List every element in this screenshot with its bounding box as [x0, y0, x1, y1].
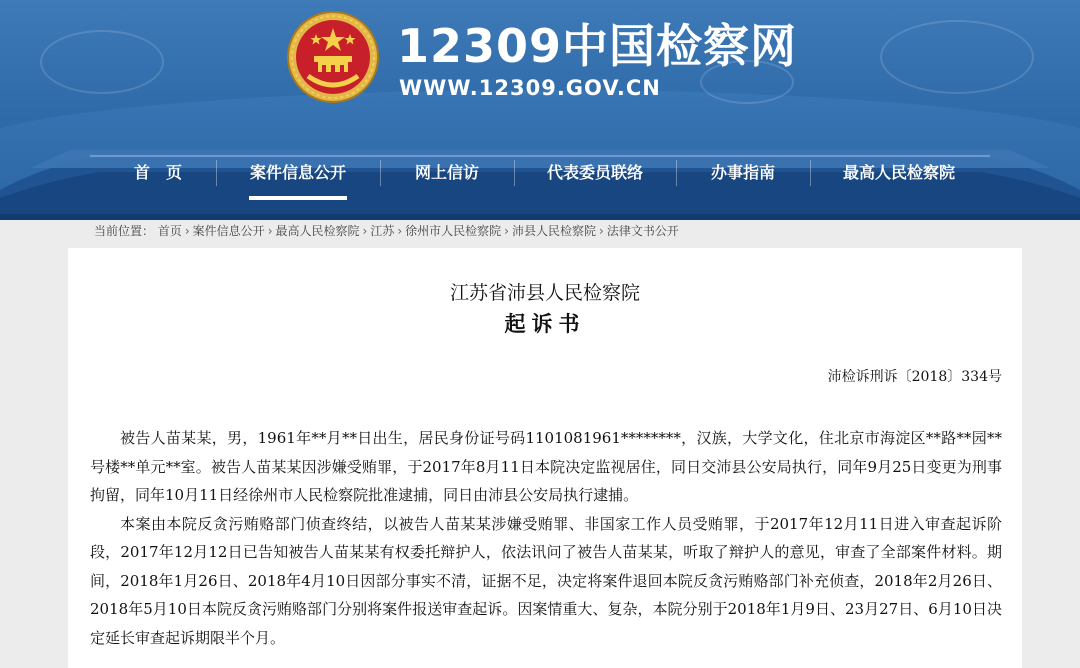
- breadcrumb-prefix: 当前位置：: [94, 224, 155, 238]
- breadcrumb-item-legal-docs[interactable]: 法律文书公开: [606, 224, 679, 238]
- site-url[interactable]: WWW.12309.GOV.CN: [399, 76, 661, 100]
- breadcrumb-separator: ›: [504, 224, 509, 238]
- nav-home[interactable]: 首 页: [133, 163, 182, 182]
- nav-separator: [216, 160, 217, 186]
- nav-separator: [676, 160, 677, 186]
- breadcrumb-separator: ›: [267, 224, 273, 238]
- breadcrumb-item-peixian[interactable]: 沛县人民检察院: [511, 224, 596, 238]
- breadcrumb-item-supreme[interactable]: 最高人民检察院: [275, 224, 360, 238]
- document-body: [90, 424, 1002, 652]
- breadcrumb-item-home[interactable]: 首页: [157, 224, 182, 238]
- cloud-decoration: [40, 30, 164, 94]
- nav-separator: [380, 160, 381, 186]
- breadcrumb: [94, 220, 679, 242]
- breadcrumb-separator: ›: [184, 224, 190, 238]
- breadcrumb-separator: ›: [599, 224, 604, 238]
- nav-case-info[interactable]: 案件信息公开: [249, 150, 347, 196]
- document-number: 沛检诉刑诉〔2018〕334号: [827, 369, 1002, 385]
- document-org: 江苏省沛县人民检察院: [449, 282, 640, 304]
- breadcrumb-item-case-info[interactable]: 案件信息公开: [192, 224, 265, 238]
- site-title[interactable]: 12309中国检察网: [397, 19, 798, 73]
- main-nav: [0, 150, 1080, 196]
- nav-separator: [810, 160, 811, 186]
- breadcrumb-item-jiangsu[interactable]: 江苏: [370, 224, 395, 238]
- document-title: 起诉书: [504, 311, 586, 336]
- procuratorate-emblem-icon[interactable]: [286, 10, 380, 104]
- nav-delegate-liaison[interactable]: 代表委员联络: [546, 163, 643, 182]
- breadcrumb-item-xuzhou[interactable]: 徐州市人民检察院: [405, 224, 502, 238]
- breadcrumb-separator: ›: [362, 224, 368, 238]
- document-panel: [68, 248, 1022, 668]
- document-paragraph: 被告人苗某某，男，1961年**月**日出生，居民身份证号码1101081961********，汉族，大学文化，住北京市海淀区**路**园**号楼**单元**室。被告人苗某某因涉嫌受贿罪，于2017年8月11日本院决定监视居住，同日交沛县公安局执行，同年9月25日变更为刑事拘留，同年10月11日经徐州市人民检察院批准逮捕，同日由沛县公安局执行逮捕。: [90, 429, 1002, 504]
- nav-online-petition[interactable]: 网上信访: [414, 163, 479, 182]
- nav-service-guide[interactable]: 办事指南: [710, 163, 775, 182]
- nav-supreme-procuratorate[interactable]: 最高人民检察院: [842, 163, 955, 182]
- document-paragraph: 本案由本院反贪污贿赂部门侦查终结，以被告人苗某某涉嫌受贿罪、非国家工作人员受贿罪，于2017年12月11日进入审查起诉阶段，2017年12月12日已告知被告人苗某某有权委托辩护人，依法讯问了被告人苗某某，听取了辩护人的意见，审查了全部案件材料。期间，2018年1月26日、2018年4月10日因部分事实不清，证据不足，决定将案件退回本院反贪污贿赂部门补充侦查，2018年2月26日、2018年5月10日本院反贪污贿赂部门分别将案件报送审查起诉。因案情重大、复杂，本院分别于2018年1月9日、23月27日、6月10日决定延长审查起诉期限半个月。: [90, 514, 1002, 647]
- cloud-decoration: [880, 20, 1034, 94]
- nav-separator: [514, 160, 515, 186]
- breadcrumb-separator: ›: [397, 224, 403, 238]
